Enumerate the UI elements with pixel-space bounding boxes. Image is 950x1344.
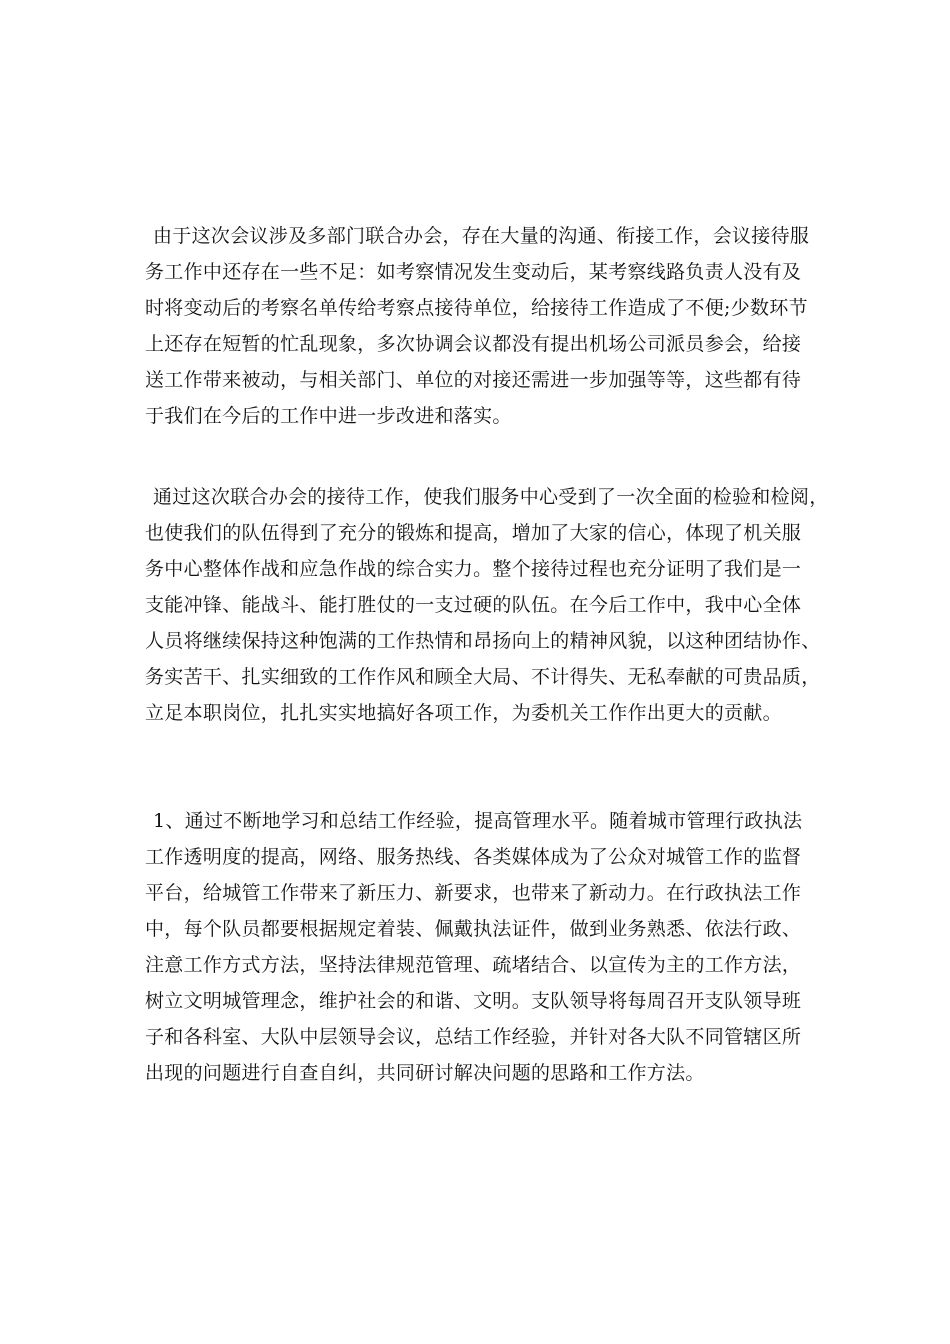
text-line: 也使我们的队伍得到了充分的锻炼和提高，增加了大家的信心，体现了机关服	[145, 522, 802, 544]
text-line: 中，每个队员都要根据规定着装、佩戴执法证件，做到业务熟悉、依法行政、	[145, 918, 802, 940]
text-line: 注意工作方式方法，坚持法律规范管理、疏堵结合、以宣传为主的工作方法，	[145, 954, 802, 976]
text-line: 上还存在短暂的忙乱现象，多次协调会议都没有提出机场公司派员参会，给接	[145, 333, 802, 355]
text-line: 立足本职岗位，扎扎实实地搞好各项工作，为委机关工作作出更大的贡献。	[145, 702, 782, 724]
text-line: 支能冲锋、能战斗、能打胜仗的一支过硬的队伍。在今后工作中，我中心全体	[145, 594, 802, 616]
text-line: 1、通过不断地学习和总结工作经验，提高管理水平。随着城市管理行政执法	[153, 810, 803, 832]
text-line: 工作透明度的提高，网络、服务热线、各类媒体成为了公众对城管工作的监督	[145, 846, 802, 868]
text-line: 人员将继续保持这种饱满的工作热情和昂扬向上的精神风貌，以这种团结协作、	[145, 630, 821, 652]
text-line: 于我们在今后的工作中进一步改进和落实。	[145, 405, 512, 427]
text-line: 送工作带来被动，与相关部门、单位的对接还需进一步加强等等，这些都有待	[145, 369, 802, 391]
text-line: 平台，给城管工作带来了新压力、新要求，也带来了新动力。在行政执法工作	[145, 882, 802, 904]
text-line: 务实苦干、扎实细致的工作作风和顾全大局、不计得失、无私奉献的可贵品质，	[145, 666, 821, 688]
paragraph-management-improvement	[145, 803, 825, 1091]
text-line: 由于这次会议涉及多部门联合办会，存在大量的沟通、衔接工作，会议接待服	[153, 225, 810, 247]
text-line: 子和各科室、大队中层领导会议，总结工作经验，并针对各大队不同管辖区所	[145, 1026, 802, 1048]
text-line: 出现的问题进行自查自纠，共同研讨解决问题的思路和工作方法。	[145, 1062, 705, 1084]
text-line: 务工作中还存在一些不足：如考察情况发生变动后，某考察线路负责人没有及	[145, 261, 802, 283]
paragraph-service-center-summary	[145, 479, 829, 731]
text-line: 时将变动后的考察名单传给考察点接待单位，给接待工作造成了不便;少数环节	[145, 297, 808, 319]
text-line: 务中心整体作战和应急作战的综合实力。整个接待过程也充分证明了我们是一	[145, 558, 802, 580]
text-line: 树立文明城管理念，维护社会的和谐、文明。支队领导将每周召开支队领导班	[145, 990, 802, 1012]
text-line: 通过这次联合办会的接待工作，使我们服务中心受到了一次全面的检验和检阅，	[153, 486, 829, 508]
paragraph-reception-shortcomings	[145, 218, 825, 434]
